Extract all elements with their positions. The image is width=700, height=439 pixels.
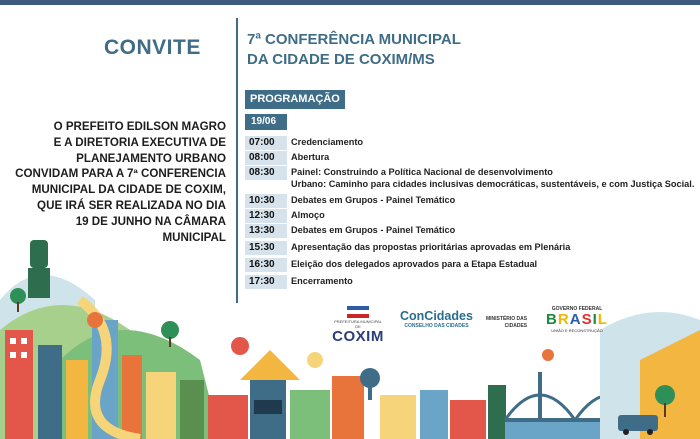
brasil-letter: L <box>597 311 608 328</box>
schedule-time: 16:30 <box>245 258 287 272</box>
brasil-wordmark <box>544 312 610 328</box>
concidades-logo <box>400 309 473 329</box>
schedule-row <box>245 166 700 194</box>
schedule-time: 07:00 <box>245 136 287 150</box>
program-label: PROGRAMAÇÃO <box>245 90 345 109</box>
partner-logos <box>330 306 610 346</box>
vertical-divider <box>236 18 238 303</box>
invitation-text <box>14 119 226 245</box>
coxim-logo <box>332 306 384 344</box>
schedule-item: Abertura <box>291 152 330 162</box>
conference-title <box>247 30 461 70</box>
schedule-row <box>245 258 700 275</box>
brasil-letter: I <box>592 311 598 328</box>
schedule-row <box>245 194 700 209</box>
schedule-item-line: Urbano: Caminho para cidades inclusivas democráticas, sustentáveis, e com Justiça Social. <box>291 179 695 189</box>
ministry-line: CIDADES <box>504 322 528 329</box>
schedule-row <box>245 224 700 241</box>
invite-heading: CONVITE <box>104 36 201 59</box>
schedule-row <box>245 275 700 292</box>
gov-subtitle: UNIÃO E RECONSTRUÇÃO <box>551 328 603 333</box>
schedule-item: Debates em Grupos - Painel Temático <box>291 225 456 235</box>
ministry-line: MINISTÉRIO DAS <box>486 316 528 322</box>
intro-line: CONVIDAM PARA A 7ª CONFERENCIA <box>15 167 226 181</box>
brasil-letter: A <box>569 311 582 328</box>
schedule-time: 10:30 <box>245 194 287 208</box>
intro-line: QUE IRÁ SER REALIZADA NO DIA <box>37 198 226 212</box>
schedule-item: Eleição dos delegados aprovados para a Etapa Estadual <box>291 259 538 269</box>
schedule-item: Credenciamento <box>291 137 363 147</box>
coxim-name: COXIM <box>332 328 384 345</box>
schedule-item: Encerramento <box>291 276 353 286</box>
intro-line: 19 DE JUNHO NA CÂMARA MUNICIPAL <box>75 214 226 244</box>
schedule-item: Almoço <box>291 210 325 220</box>
schedule-row <box>245 151 700 166</box>
schedule-row <box>245 209 700 224</box>
title-line: DA CIDADE DE COXIM/MS <box>247 51 435 68</box>
brasil-letter: R <box>557 311 570 328</box>
schedule-row <box>245 241 700 258</box>
schedule-time: 15:30 <box>245 241 287 255</box>
schedule-row <box>245 136 700 151</box>
schedule-time: 13:30 <box>245 224 287 238</box>
schedule-time: 12:30 <box>245 209 287 223</box>
gov-top-text: GOVERNO FEDERAL <box>551 306 603 312</box>
concidades-subtitle: CONSELHO DAS CIDADES <box>404 323 469 329</box>
brasil-letter: B <box>546 311 558 328</box>
schedule-time: 08:30 <box>245 166 287 180</box>
coxim-subtitle: PREFEITURA MUNICIPAL DE <box>334 319 382 329</box>
schedule-item: Debates em Grupos - Painel Temático <box>291 195 456 205</box>
schedule-time: 08:00 <box>245 151 287 165</box>
intro-line: O PREFEITO EDILSON MAGRO <box>53 120 226 133</box>
federal-government-logo <box>544 306 610 333</box>
schedule-list <box>245 136 700 292</box>
intro-line: PLANEJAMENTO URBANO <box>76 151 226 165</box>
schedule-item <box>287 166 694 190</box>
intro-line: E A DIRETORIA EXECUTIVA DE <box>53 135 226 149</box>
title-line: 7ª CONFERÊNCIA MUNICIPAL <box>247 31 461 48</box>
date-tag: 19/06 <box>245 114 287 130</box>
schedule-time: 17:30 <box>245 275 287 289</box>
schedule-item-line: Painel: Construindo a Política Nacional de desenvolvimento <box>291 167 553 177</box>
coxim-flag-icon <box>347 306 369 318</box>
ministry-logo <box>486 316 527 329</box>
intro-line: MUNICIPAL DA CIDADE DE COXIM, <box>31 183 226 197</box>
schedule-item: Apresentação das propostas prioritárias aprovadas em Plenária <box>291 242 571 252</box>
brasil-letter: S <box>581 311 593 328</box>
concidades-name: ConCidades <box>400 309 473 323</box>
